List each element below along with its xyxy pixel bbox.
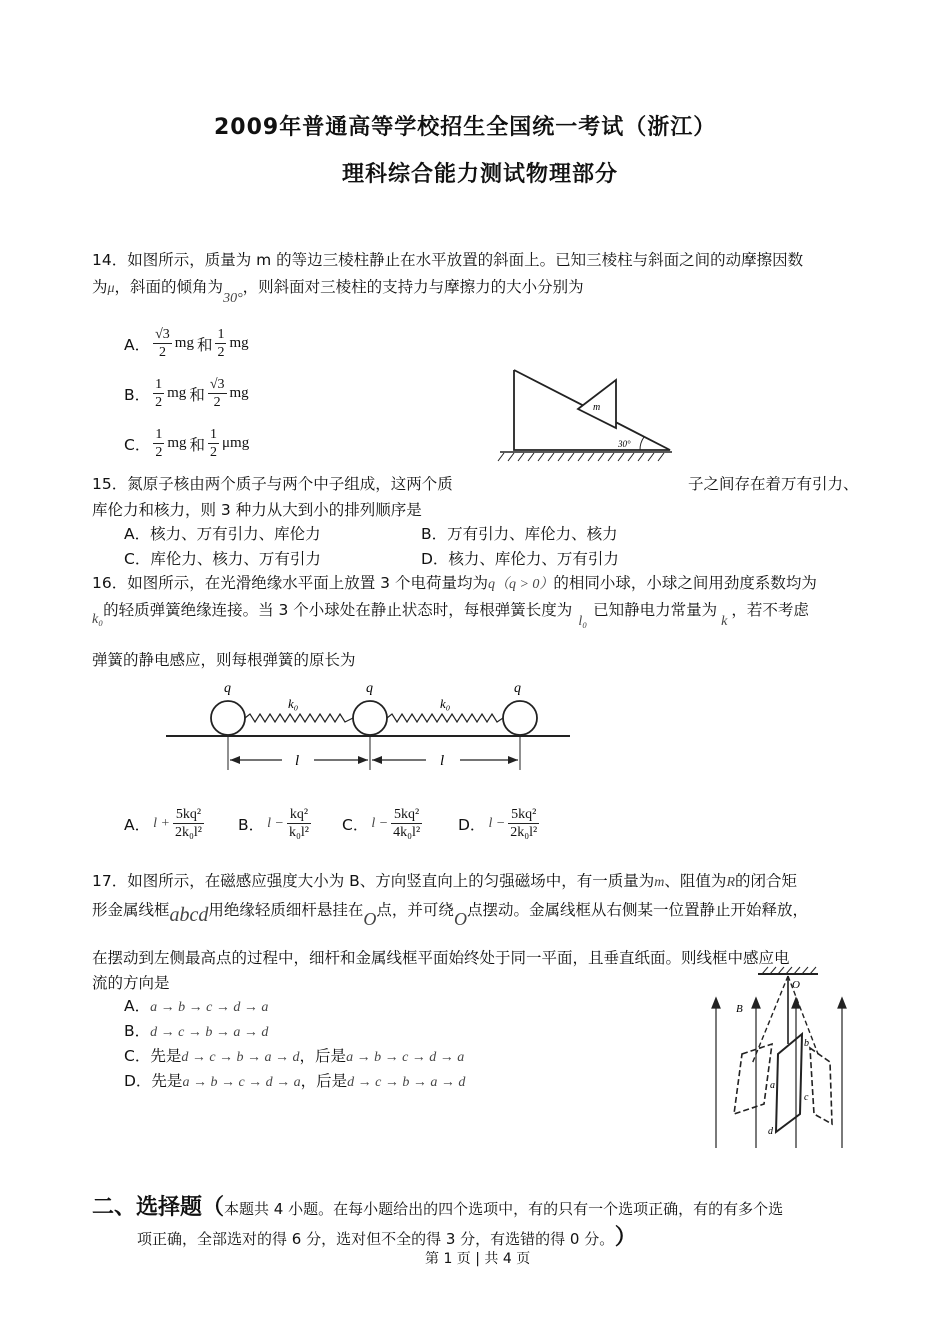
- q15-option-a[interactable]: A．核力、万有引力、库伦力: [124, 525, 321, 543]
- q14-option-b[interactable]: B． $\frac{1}{2}$ mg 和 $\frac{√3}{2}$ mg: [124, 377, 249, 410]
- spring-balls-figure: [164, 676, 574, 776]
- q16-line2: k₀的轻质弹簧绝缘连接。当 3 个小球处在静止状态时，每根弹簧长度为l₀已知静电力常量为k，若不考虑: [92, 601, 809, 629]
- spring-left: [245, 714, 353, 722]
- charge-label-middle: q: [366, 681, 373, 696]
- q15-line2: 库伦力和核力，则 3 种力从大到小的排列顺序是: [92, 501, 422, 519]
- q16-option-c[interactable]: C． l − $\frac{\text{5kq²}}{\text{4k₀l²}}$: [342, 807, 421, 840]
- q17-line1: 17．如图所示，在磁感应强度大小为 B、方向竖直向上的匀强磁场中，有一质量为m、阻值为R的闭合矩: [92, 872, 798, 890]
- q17-option-c[interactable]: C．先是d → c → b → a → d，后是a → b → c → d → a: [124, 1047, 465, 1065]
- ground-hatch: [498, 453, 664, 461]
- q16-option-a[interactable]: A． l + $\frac{\text{5kq²}}{\text{2k₀l²}}$: [124, 807, 202, 840]
- q14-line1: 14．如图所示，质量为 m 的等边三棱柱静止在水平放置的斜面上。已知三棱柱与斜面之间的动摩擦因数: [92, 251, 804, 269]
- page-footer: 第 1 页 | 共 4 页: [425, 1251, 531, 1267]
- q17-option-a[interactable]: A．a → b → c → d → a: [124, 997, 269, 1015]
- prism-mass-label: m: [593, 402, 601, 413]
- q15-option-d[interactable]: D．核力、库伦力、万有引力: [421, 550, 619, 568]
- q17-line4: 流的方向是: [92, 974, 170, 992]
- spring-right: [387, 714, 503, 722]
- spring-constant-label-left: k₀: [288, 696, 299, 711]
- q14-line2: 为μ，斜面的倾角为30°，则斜面对三棱柱的支持力与摩擦力的大小分别为: [92, 278, 584, 306]
- incline-figure: [494, 368, 674, 464]
- q16-option-d[interactable]: D． l − $\frac{\text{5kq²}}{\text{2k₀l²}}$: [458, 807, 538, 840]
- q15-line1b: 子之间存在着万有引力、: [688, 475, 859, 493]
- frame-right: [810, 1048, 832, 1124]
- exam-title: 2009年普通高等学校招生全国统一考试（浙江）: [214, 115, 717, 140]
- arrowhead: [508, 756, 518, 764]
- charge-label-left: q: [224, 681, 231, 696]
- arrowhead: [372, 756, 382, 764]
- magnetic-field-figure: [706, 964, 856, 1150]
- ceiling-hatch: [762, 967, 816, 974]
- spring-constant-label-right: k₀: [440, 696, 451, 711]
- exam-subtitle: 理科综合能力测试物理部分: [342, 162, 619, 187]
- q14-option-c[interactable]: C． $\frac{1}{2}$ mg 和 $\frac{1}{2}$ μmg: [124, 427, 250, 460]
- section2-header: 二、选择题（本题共 4 小题。在每小题给出的四个选项中，有的只有一个选项正确，有的有多个选: [92, 1195, 784, 1220]
- charge-label-right: q: [514, 681, 521, 696]
- q16-line1: 16．如图所示，在光滑绝缘水平面上放置 3 个电荷量均为q（q > 0）的相同小球，小球之间用劲度系数均为: [92, 574, 817, 592]
- q17-line2: 形金属线框abcd用绝缘轻质细杆悬挂在O点，并可绕O点摆动。金属线框从右侧某一位置静止开始释放，: [92, 901, 808, 929]
- field-label-B: B: [736, 1003, 743, 1015]
- q15-line1a: 15．氮原子核由两个质子与两个中子组成，这两个质: [92, 475, 453, 493]
- field-lines: [712, 998, 846, 1148]
- incline-angle-label: 30°: [618, 439, 631, 449]
- corner-label-c: c: [804, 1092, 809, 1103]
- ball-middle: [353, 701, 387, 735]
- q17-option-d[interactable]: D．先是a → b → c → d → a，后是d → c → b → a → d: [124, 1072, 466, 1090]
- length-label-2: l: [440, 753, 445, 769]
- section2-line2: 项正确，全部选对的得 6 分，选对但不全的得 3 分，有选错的得 0 分。 ）: [137, 1225, 637, 1250]
- q15-option-c[interactable]: C．库伦力、核力、万有引力: [124, 550, 321, 568]
- q17-line3: 在摆动到左侧最高点的过程中，细杆和金属线框平面始终处于同一平面，且垂直纸面。则线框中感应电: [92, 949, 790, 967]
- q16-line3: 弹簧的静电感应，则每根弹簧的原长为: [92, 651, 356, 669]
- q16-option-b[interactable]: B． l − $\frac{\text{kq²}}{\text{k₀l²}}$: [238, 807, 309, 840]
- q15-option-b[interactable]: B．万有引力、库伦力、核力: [421, 525, 618, 543]
- arrowhead: [358, 756, 368, 764]
- ball-right: [503, 701, 537, 735]
- angle-arc: [640, 437, 644, 450]
- corner-label-b: b: [804, 1038, 809, 1049]
- pivot-label: O: [792, 979, 800, 991]
- ball-left: [211, 701, 245, 735]
- q17-option-b[interactable]: B．d → c → b → a → d: [124, 1022, 269, 1040]
- arrowhead: [230, 756, 240, 764]
- corner-label-a: a: [770, 1080, 775, 1091]
- frame-center: [776, 1034, 802, 1132]
- frame-left: [734, 1044, 772, 1114]
- length-label-1: l: [295, 753, 300, 769]
- q14-option-a[interactable]: A． $\frac{√3}{2}$ mg 和 $\frac{1}{2}$ mg: [124, 327, 249, 360]
- corner-label-d: d: [768, 1126, 773, 1137]
